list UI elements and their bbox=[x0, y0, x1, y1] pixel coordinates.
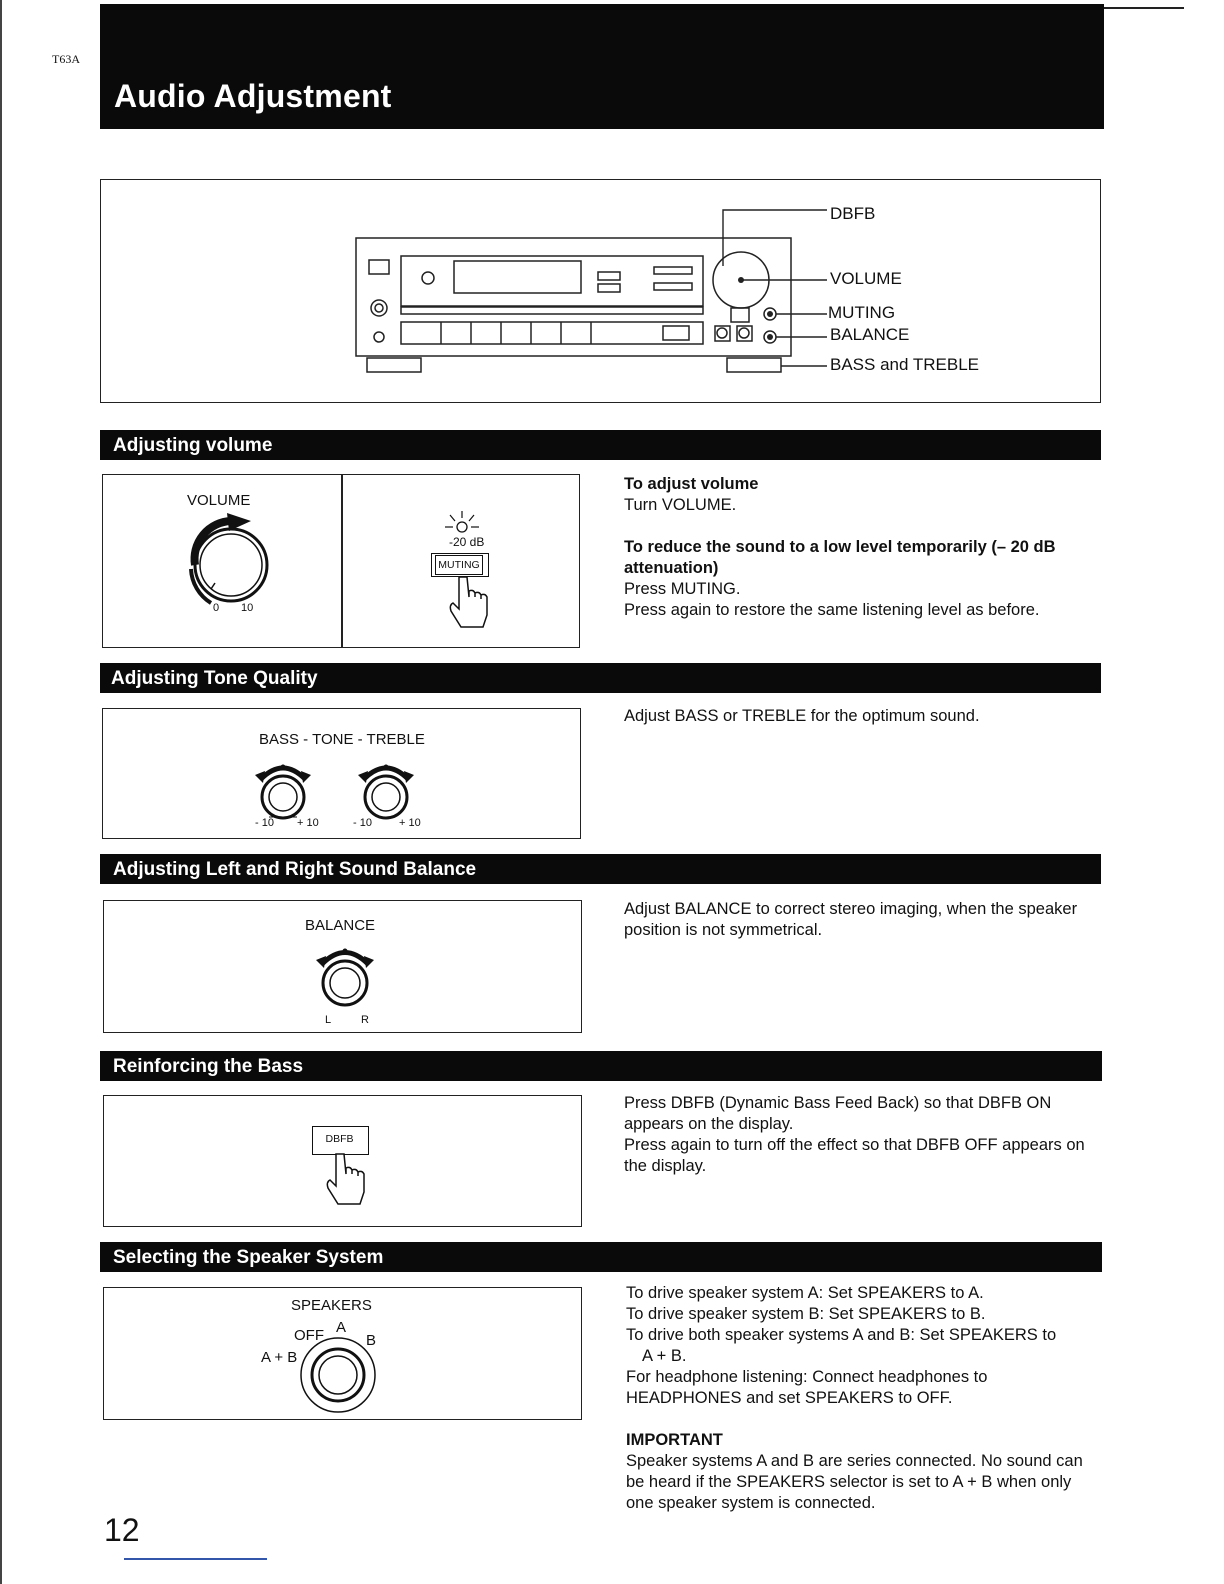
volume-knob-label: VOLUME bbox=[187, 492, 251, 509]
tone-illustration-panel bbox=[102, 708, 581, 839]
balance-knob-icon bbox=[104, 901, 583, 1034]
instruction-text: To drive both speaker systems A and B: Set SPEAKERS to bbox=[626, 1326, 1057, 1344]
page-number: 12 bbox=[104, 1512, 140, 1548]
important-text: Speaker systems A and B are series connected. No sound can be heard if the SPEAKERS selector is set to A + B when only one speaker system is connected. bbox=[626, 1452, 1083, 1512]
muting-button-label: MUTING bbox=[435, 555, 483, 575]
volume-scale-min: 0 bbox=[213, 602, 220, 614]
volume-knob-icon bbox=[103, 475, 341, 647]
balance-illustration-panel bbox=[103, 900, 582, 1033]
instruction-text: A + B. bbox=[642, 1347, 687, 1365]
muting-button[interactable] bbox=[431, 553, 489, 577]
dbfb-illustration-panel bbox=[103, 1095, 582, 1227]
instruction-text: Adjust BASS or TREBLE for the optimum sound. bbox=[624, 707, 980, 725]
callout-volume: VOLUME bbox=[830, 269, 902, 288]
callout-muting: MUTING bbox=[828, 303, 896, 322]
muting-level: -20 dB bbox=[449, 535, 485, 549]
balance-instructions bbox=[624, 899, 1094, 941]
header-rule bbox=[1104, 7, 1184, 9]
volume-instructions bbox=[624, 474, 1104, 621]
speakers-instructions bbox=[626, 1283, 1101, 1514]
speakers-selector-icon bbox=[104, 1288, 583, 1421]
tone-label: BASS - TONE - TREBLE bbox=[259, 731, 425, 748]
instruction-text: To drive speaker system B: Set SPEAKERS to B. bbox=[626, 1305, 986, 1323]
footer-rule bbox=[124, 1558, 267, 1560]
important-heading: IMPORTANT bbox=[626, 1431, 723, 1449]
bass-scale-max: + 10 bbox=[297, 817, 319, 829]
pressing-hand-icon bbox=[441, 575, 501, 635]
instruction-text: To drive speaker system A: Set SPEAKERS to A. bbox=[626, 1284, 984, 1302]
section-title: Adjusting Tone Quality bbox=[111, 668, 318, 689]
section-header-tone bbox=[100, 663, 1101, 693]
balance-left: L bbox=[325, 1014, 332, 1026]
volume-scale-max: 10 bbox=[241, 602, 254, 614]
balance-right: R bbox=[361, 1014, 369, 1026]
page-edge-rule bbox=[0, 0, 2, 1584]
speakers-pos-off: OFF bbox=[294, 1327, 324, 1344]
speakers-label: SPEAKERS bbox=[291, 1297, 372, 1314]
instruction-text: Press DBFB (Dynamic Bass Feed Back) so that DBFB ON appears on the display. bbox=[624, 1094, 1052, 1133]
section-title: Selecting the Speaker System bbox=[113, 1247, 384, 1268]
instruction-text: Press MUTING. bbox=[624, 580, 741, 598]
volume-illustration-panel bbox=[102, 474, 580, 648]
instruction-text: For headphone listening: Connect headphones to bbox=[626, 1368, 988, 1386]
tone-knobs-icon bbox=[103, 709, 582, 840]
treble-scale-min: - 10 bbox=[353, 817, 372, 829]
speakers-illustration-panel bbox=[103, 1287, 582, 1420]
section-header-speakers bbox=[100, 1242, 1102, 1272]
section-title: Adjusting volume bbox=[113, 435, 273, 456]
dbfb-instructions bbox=[624, 1093, 1094, 1177]
dbfb-button-label: DBFB bbox=[325, 1133, 354, 1145]
section-title: Reinforcing the Bass bbox=[113, 1056, 304, 1077]
instruction-text: Press again to turn off the effect so that DBFB OFF appears on the display. bbox=[624, 1136, 1085, 1175]
page-title: Audio Adjustment bbox=[114, 78, 392, 114]
callout-dbfb: DBFB bbox=[830, 204, 876, 223]
treble-scale-max: + 10 bbox=[399, 817, 421, 829]
page-code: T63A bbox=[52, 52, 80, 66]
speakers-pos-b: B bbox=[366, 1332, 377, 1349]
instruction-heading: To reduce the sound to a low level temporarily (– 20 dB attenuation) bbox=[624, 538, 1056, 577]
callout-bass-treble: BASS and TREBLE bbox=[830, 355, 979, 374]
speakers-pos-ab: A + B bbox=[261, 1349, 298, 1366]
section-header-bass bbox=[100, 1051, 1102, 1081]
instruction-heading: To adjust volume bbox=[624, 475, 759, 493]
instruction-text: Press again to restore the same listening level as before. bbox=[624, 601, 1040, 619]
speakers-pos-a: A bbox=[336, 1319, 347, 1336]
instruction-text: Turn VOLUME. bbox=[624, 496, 737, 514]
instruction-text: HEADPHONES and set SPEAKERS to OFF. bbox=[626, 1389, 953, 1407]
section-header-balance bbox=[100, 854, 1101, 884]
bass-scale-min: - 10 bbox=[255, 817, 274, 829]
balance-label: BALANCE bbox=[305, 917, 376, 934]
callout-balance: BALANCE bbox=[830, 325, 910, 344]
tone-instructions bbox=[624, 706, 1104, 727]
pressing-hand-icon bbox=[318, 1152, 378, 1212]
dbfb-button[interactable] bbox=[312, 1126, 369, 1155]
section-header-volume bbox=[100, 430, 1101, 460]
receiver-overview-panel bbox=[100, 179, 1101, 403]
section-title: Adjusting Left and Right Sound Balance bbox=[113, 859, 477, 880]
instruction-text: Adjust BALANCE to correct stereo imaging, when the speaker position is not symmetrical. bbox=[624, 900, 1078, 939]
